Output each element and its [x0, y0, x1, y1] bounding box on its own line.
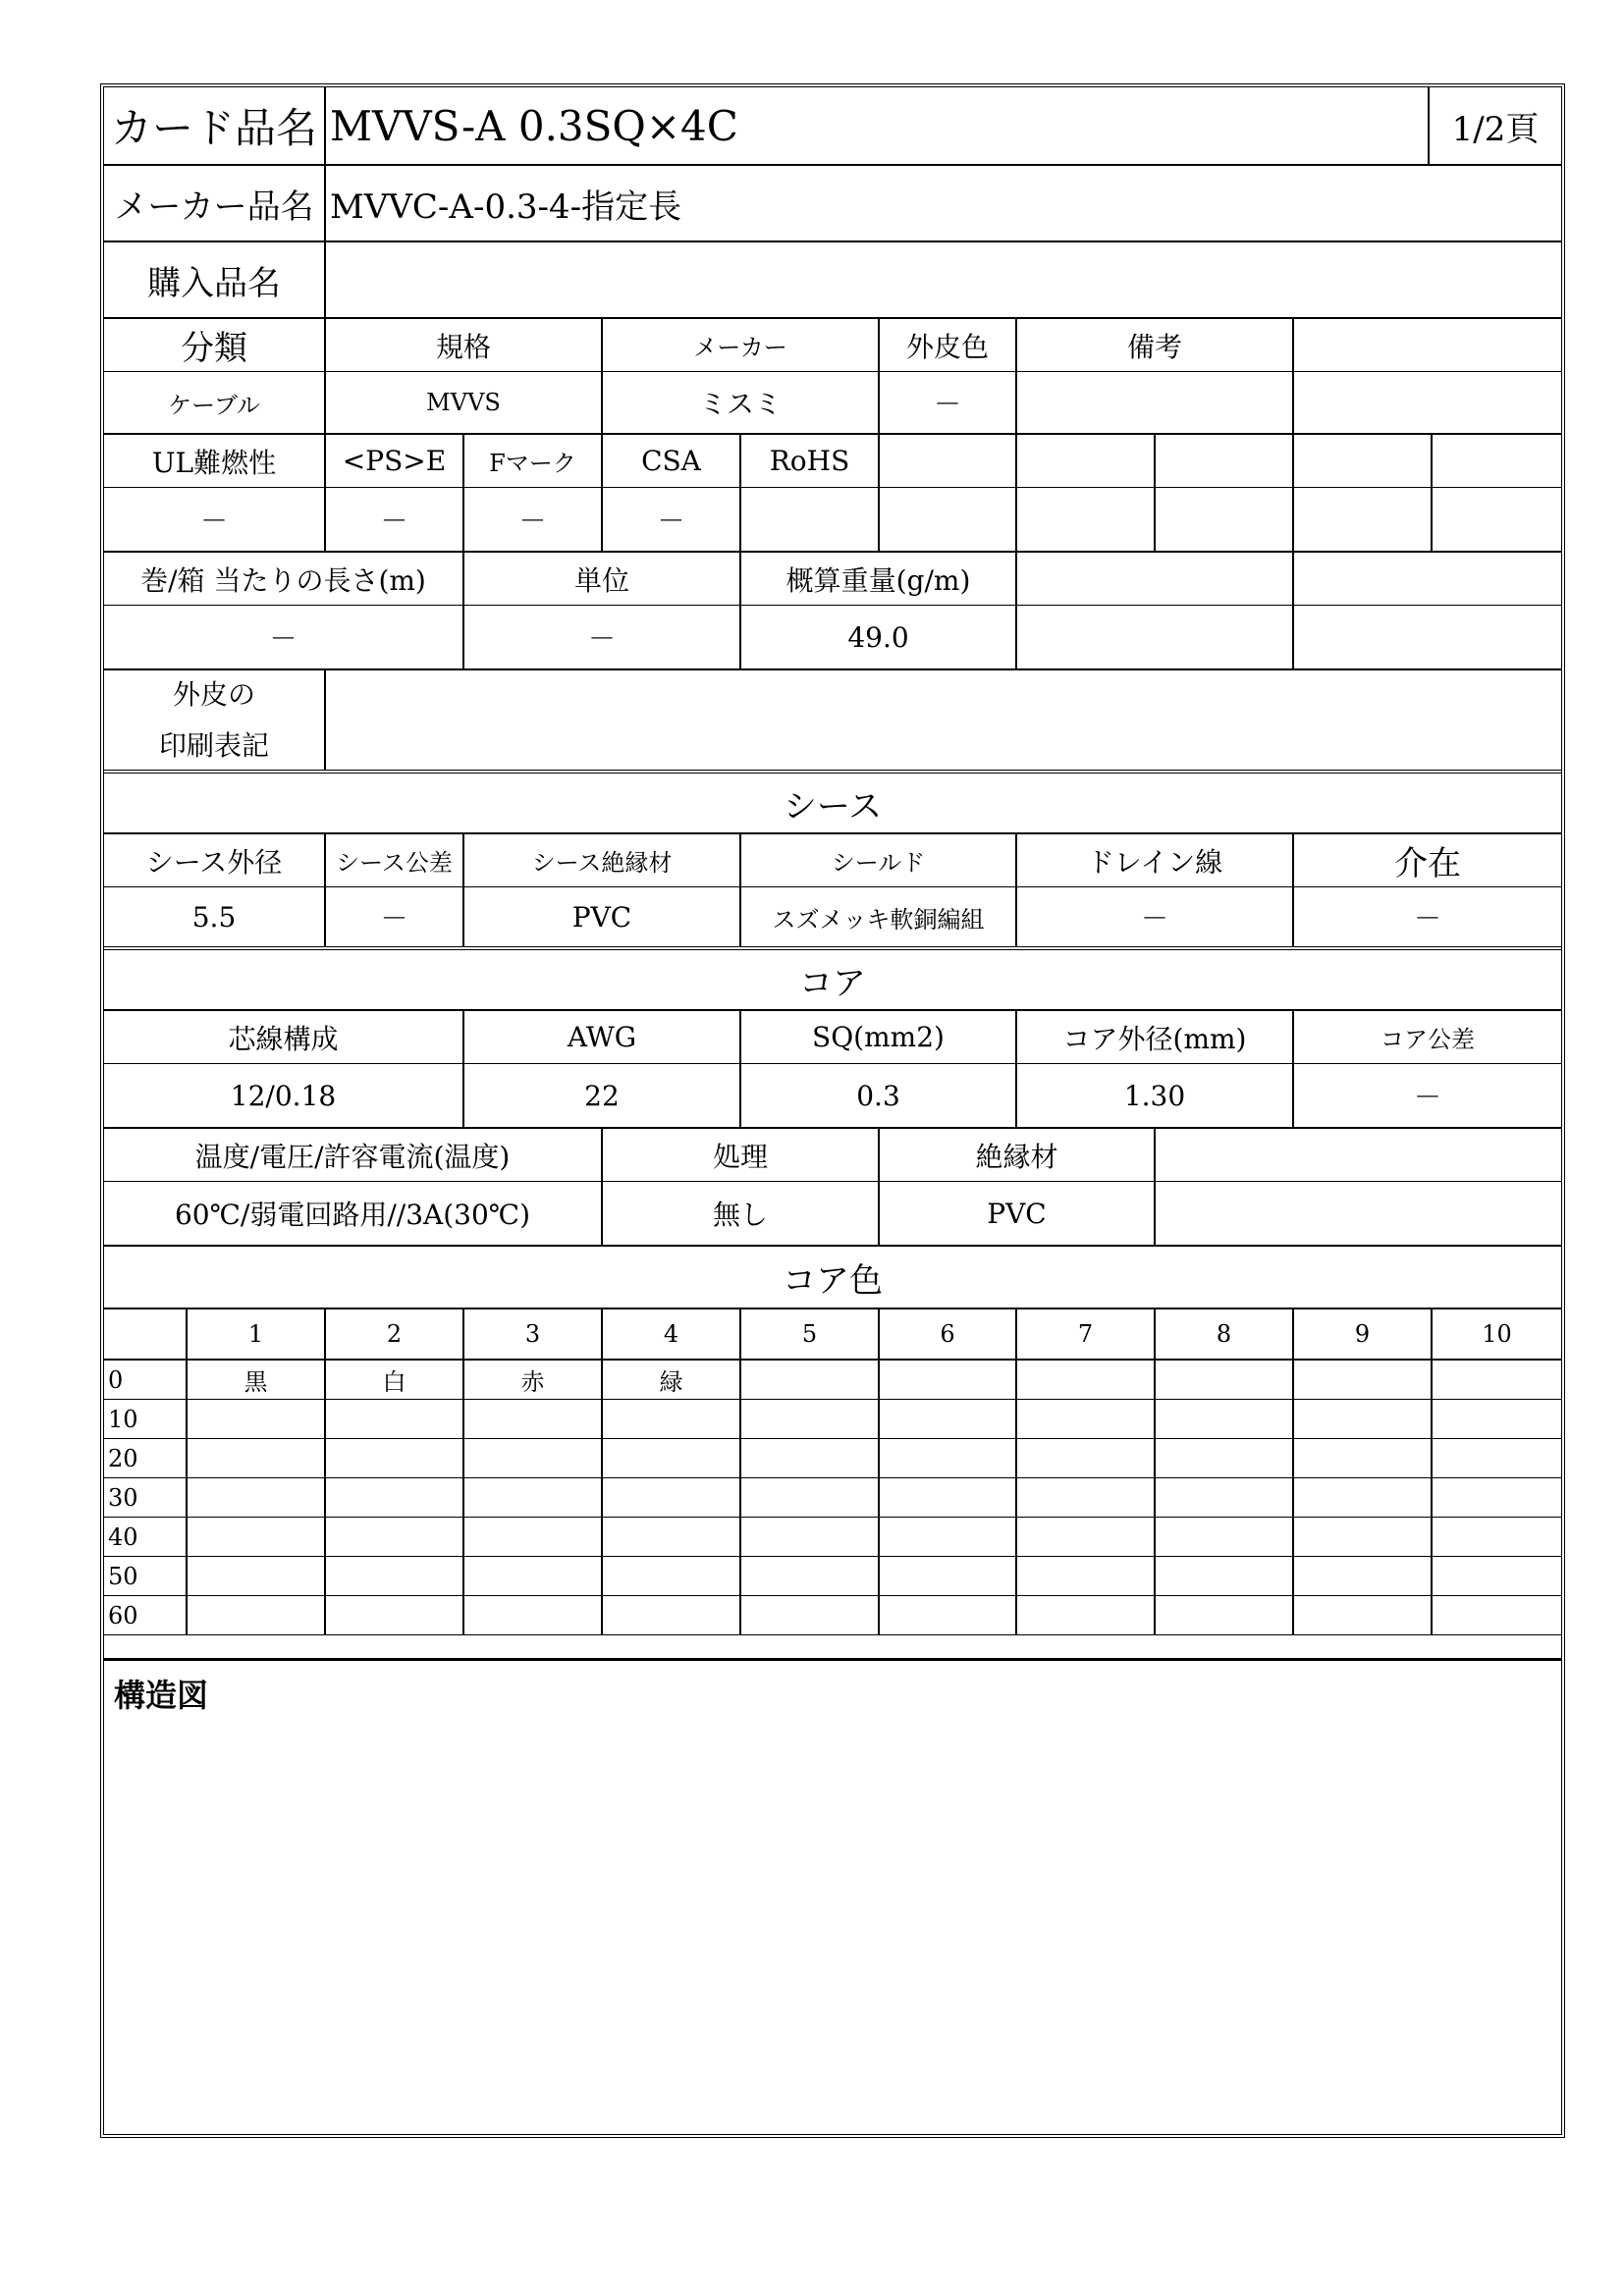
- core-color-row: [104, 1557, 1561, 1596]
- structure-drawing-area: [104, 1658, 1561, 2134]
- print-marking-value: [326, 670, 1561, 770]
- csa-value: －: [603, 488, 741, 551]
- core-color-cell: [464, 1400, 603, 1438]
- core-color-cell: [326, 1557, 464, 1595]
- core-color-cell: [188, 1478, 326, 1517]
- drain-wire-value: －: [1017, 887, 1294, 946]
- remarks-header: 備考: [1017, 319, 1294, 371]
- core-color-cell: [1017, 1400, 1156, 1438]
- core-color-cell: [880, 1361, 1017, 1399]
- purchase-name-row: [104, 242, 1561, 319]
- core-color-col-header: 8: [1156, 1309, 1294, 1359]
- core-color-row: [104, 1439, 1561, 1478]
- sheath-insulation-value: PVC: [464, 887, 741, 946]
- conductor-construction-header: 芯線構成: [104, 1011, 464, 1063]
- core-color-row-label: 20: [104, 1439, 188, 1477]
- core-color-title: コア色: [783, 1260, 883, 1301]
- core-color-cell: [326, 1439, 464, 1477]
- structure-label: 構造図: [114, 1677, 209, 1714]
- sheath-insulation-header: シース絶縁材: [464, 834, 741, 886]
- unit-value: －: [464, 606, 741, 668]
- rating-value: 60℃/弱電回路用//3A(30℃): [104, 1182, 603, 1245]
- std-extra-header-4: [1294, 435, 1433, 487]
- core-color-cell: [880, 1439, 1017, 1477]
- filler-value: －: [1413, 902, 1441, 934]
- pack-extra-header-1: [1017, 553, 1294, 605]
- standard-value: MVVS: [326, 372, 603, 433]
- core-color-cell: [1156, 1361, 1294, 1399]
- core-color-row-label: 60: [104, 1596, 188, 1634]
- core-tolerance-header: コア公差: [1380, 1026, 1475, 1053]
- core-color-cell: [880, 1596, 1017, 1634]
- core-color-row-label: 50: [104, 1557, 188, 1595]
- sheath-title-row: [104, 774, 1561, 834]
- filler-header: 介在: [1394, 844, 1461, 883]
- std-extra-header-2: [1017, 435, 1156, 487]
- core-color-cell: [1017, 1518, 1156, 1556]
- core-value-row: [104, 1064, 1561, 1129]
- f-mark-header: Fマーク: [464, 435, 603, 487]
- std-extra-header-1: [880, 435, 1017, 487]
- sheath-header-row: [104, 834, 1561, 887]
- awg-value: 22: [464, 1064, 741, 1127]
- ul-flame-header: UL難燃性: [104, 435, 326, 487]
- electrical-extra-value: [1156, 1182, 1561, 1245]
- maker-name-row: [104, 166, 1561, 242]
- spec-sheet: [100, 83, 1565, 2138]
- core-color-cell: [188, 1400, 326, 1438]
- core-color-row: [104, 1400, 1561, 1439]
- sheath-outer-diameter-value: 5.5: [104, 887, 326, 946]
- standards-value-row: [104, 488, 1561, 553]
- standard-header: 規格: [326, 319, 603, 371]
- insulation-header: 絶縁材: [880, 1129, 1156, 1181]
- extra-value: [1294, 372, 1561, 433]
- page-number: 1/2頁: [1451, 109, 1540, 149]
- sheath-outer-diameter-header: シース外径: [104, 834, 326, 886]
- shield-value: スズメッキ軟銅編組: [741, 887, 1017, 946]
- core-color-cell: [603, 1400, 741, 1438]
- core-color-cell: [326, 1478, 464, 1517]
- drain-wire-header: ドレイン線: [1017, 834, 1294, 886]
- sheath-value-row: [104, 887, 1561, 950]
- shield-header: シールド: [741, 834, 1017, 886]
- conductor-construction-value: 12/0.18: [104, 1064, 464, 1127]
- sheath-tolerance-header: シース公差: [326, 834, 464, 886]
- core-color-col-header: 7: [1017, 1309, 1156, 1359]
- core-color-cell: [188, 1439, 326, 1477]
- core-color-cell: [741, 1557, 880, 1595]
- core-color-cell: [1433, 1478, 1561, 1517]
- core-color-cell: [1017, 1557, 1156, 1595]
- packaging-header-row: [104, 553, 1561, 606]
- core-color-col-header: 4: [603, 1309, 741, 1359]
- core-color-row-label: 10: [104, 1400, 188, 1438]
- core-color-cell: [464, 1557, 603, 1595]
- print-marking-row: [104, 670, 1561, 774]
- core-color-cell: [1017, 1361, 1156, 1399]
- electrical-header-row: [104, 1129, 1561, 1182]
- std-extra-value-2: [1017, 488, 1156, 551]
- weight-header: 概算重量(g/m): [741, 553, 1017, 605]
- classification-header: 分類: [104, 319, 326, 371]
- core-color-cell: [326, 1596, 464, 1634]
- core-color-cell: [464, 1596, 603, 1634]
- purchase-name-label: 購入品名: [104, 242, 326, 317]
- core-color-cell: [464, 1518, 603, 1556]
- core-color-cell: [1433, 1596, 1561, 1634]
- core-color-cell: [326, 1400, 464, 1438]
- std-extra-header-3: [1156, 435, 1294, 487]
- core-color-cell: [741, 1400, 880, 1438]
- card-name-value: MVVS-A 0.3SQ×4C: [326, 87, 1430, 164]
- pack-extra-value-1: [1017, 606, 1294, 668]
- core-color-row-label: 40: [104, 1518, 188, 1556]
- skin-color-value: －: [880, 372, 1017, 433]
- skin-color-header: 外皮色: [880, 319, 1017, 371]
- weight-value: 49.0: [741, 606, 1017, 668]
- purchase-name-value: [326, 242, 1561, 317]
- remarks-value: [1017, 372, 1294, 433]
- std-extra-value-5: [1433, 488, 1561, 551]
- card-name-row: [104, 87, 1561, 166]
- pack-extra-value-2: [1294, 606, 1561, 668]
- core-color-cell: [1156, 1439, 1294, 1477]
- packaging-value-row: [104, 606, 1561, 670]
- core-outer-diameter-value: 1.30: [1017, 1064, 1294, 1127]
- core-color-cell: [603, 1478, 741, 1517]
- core-color-cell: [464, 1439, 603, 1477]
- print-marking-label-line1: 外皮の: [172, 677, 255, 711]
- core-color-cell: [1294, 1478, 1433, 1517]
- core-color-cell: [1017, 1596, 1156, 1634]
- core-color-cell: [188, 1557, 326, 1595]
- awg-header: AWG: [464, 1011, 741, 1063]
- length-per-box-header: 巻/箱 当たりの長さ(m): [104, 553, 464, 605]
- extra-header: [1294, 319, 1561, 371]
- pse-value: －: [326, 488, 464, 551]
- core-color-cell: [1433, 1361, 1561, 1399]
- core-color-cell: [741, 1596, 880, 1634]
- core-color-row: [104, 1518, 1561, 1557]
- std-extra-value-4: [1294, 488, 1433, 551]
- maker-name-label: メーカー品名: [104, 166, 326, 240]
- print-marking-label-line2: 印刷表記: [158, 728, 269, 762]
- pse-header: <PS>E: [326, 435, 464, 487]
- core-color-cell: [1294, 1439, 1433, 1477]
- core-tolerance-value: －: [1413, 1081, 1441, 1113]
- core-color-col-header: 3: [464, 1309, 603, 1359]
- core-color-cell: [741, 1439, 880, 1477]
- core-color-cell: [1156, 1557, 1294, 1595]
- unit-header: 単位: [464, 553, 741, 605]
- core-color-cell: [880, 1557, 1017, 1595]
- core-color-title-row: [104, 1247, 1561, 1309]
- standards-header-row: [104, 435, 1561, 488]
- core-color-cell: [188, 1596, 326, 1634]
- core-color-cell: [1017, 1478, 1156, 1517]
- core-color-cell: 白: [326, 1361, 464, 1399]
- core-title: コア: [799, 963, 866, 1003]
- insulation-value: PVC: [880, 1182, 1156, 1245]
- core-color-cell: [1433, 1439, 1561, 1477]
- maker-value: ミスミ: [603, 372, 880, 433]
- core-color-col-header: 5: [741, 1309, 880, 1359]
- core-color-cell: [603, 1557, 741, 1595]
- core-color-cell: [1017, 1439, 1156, 1477]
- core-color-cell: [188, 1518, 326, 1556]
- core-color-cell: [603, 1596, 741, 1634]
- core-color-cell: [326, 1518, 464, 1556]
- core-color-cell: [464, 1478, 603, 1517]
- core-color-cell: 赤: [464, 1361, 603, 1399]
- core-color-col-header: 2: [326, 1309, 464, 1359]
- core-color-cell: [1156, 1478, 1294, 1517]
- core-outer-diameter-header: コア外径(mm): [1017, 1011, 1294, 1063]
- core-color-col-header: 10: [1482, 1320, 1512, 1348]
- core-color-cell: [1156, 1596, 1294, 1634]
- classification-value-row: [104, 372, 1561, 435]
- core-color-row: [104, 1361, 1561, 1400]
- core-color-cell: [1294, 1557, 1433, 1595]
- core-color-row-label: 0: [104, 1361, 188, 1399]
- core-color-header-row: [104, 1309, 1561, 1361]
- f-mark-value: －: [464, 488, 603, 551]
- core-color-row-label: 30: [104, 1478, 188, 1517]
- ul-flame-value: －: [104, 488, 326, 551]
- sq-header: SQ(mm2): [741, 1011, 1017, 1063]
- core-color-cell: [1433, 1518, 1561, 1556]
- core-color-cell: [1156, 1400, 1294, 1438]
- sq-value: 0.3: [741, 1064, 1017, 1127]
- core-color-cell: [880, 1518, 1017, 1556]
- core-color-cell: [880, 1400, 1017, 1438]
- core-color-cell: [603, 1518, 741, 1556]
- print-marking-label: [104, 670, 326, 770]
- sheath-tolerance-value: －: [326, 887, 464, 946]
- core-color-cell: 黒: [188, 1361, 326, 1399]
- core-color-cell: 緑: [603, 1361, 741, 1399]
- rohs-header: RoHS: [741, 435, 880, 487]
- core-color-cell: [1156, 1518, 1294, 1556]
- core-color-row: [104, 1596, 1561, 1635]
- core-color-col-header: 1: [188, 1309, 326, 1359]
- core-color-cell: [741, 1518, 880, 1556]
- std-extra-header-5: [1433, 435, 1561, 487]
- sheath-title: シース: [783, 786, 883, 827]
- treatment-header: 処理: [603, 1129, 880, 1181]
- classification-value: ケーブル: [104, 372, 326, 433]
- core-color-corner: [104, 1309, 188, 1359]
- core-title-row: [104, 950, 1561, 1011]
- csa-header: CSA: [603, 435, 741, 487]
- core-color-cell: [741, 1478, 880, 1517]
- core-color-cell: [880, 1478, 1017, 1517]
- core-color-cell: [603, 1439, 741, 1477]
- electrical-extra-header: [1156, 1129, 1561, 1181]
- rating-header: 温度/電圧/許容電流(温度): [104, 1129, 603, 1181]
- electrical-value-row: [104, 1182, 1561, 1247]
- core-color-cell: [741, 1361, 880, 1399]
- card-name-label: カード品名: [104, 87, 326, 164]
- core-color-col-header: 9: [1294, 1309, 1433, 1359]
- core-color-row: [104, 1478, 1561, 1518]
- maker-header: メーカー: [603, 319, 880, 371]
- std-extra-value-3: [1156, 488, 1294, 551]
- core-color-cell: [1294, 1400, 1433, 1438]
- classification-header-row: [104, 319, 1561, 372]
- core-color-cell: [1294, 1518, 1433, 1556]
- core-color-cell: [1294, 1596, 1433, 1634]
- std-extra-value-1: [880, 488, 1017, 551]
- length-per-box-value: －: [104, 606, 464, 668]
- rohs-value: [741, 488, 880, 551]
- core-color-cell: [1433, 1400, 1561, 1438]
- pack-extra-header-2: [1294, 553, 1561, 605]
- core-color-cell: [1433, 1557, 1561, 1595]
- maker-name-value: MVVC-A-0.3-4-指定長: [330, 187, 682, 227]
- core-color-cell: [1294, 1361, 1433, 1399]
- treatment-value: 無し: [603, 1182, 880, 1245]
- core-color-col-header: 6: [880, 1309, 1017, 1359]
- core-header-row: [104, 1011, 1561, 1064]
